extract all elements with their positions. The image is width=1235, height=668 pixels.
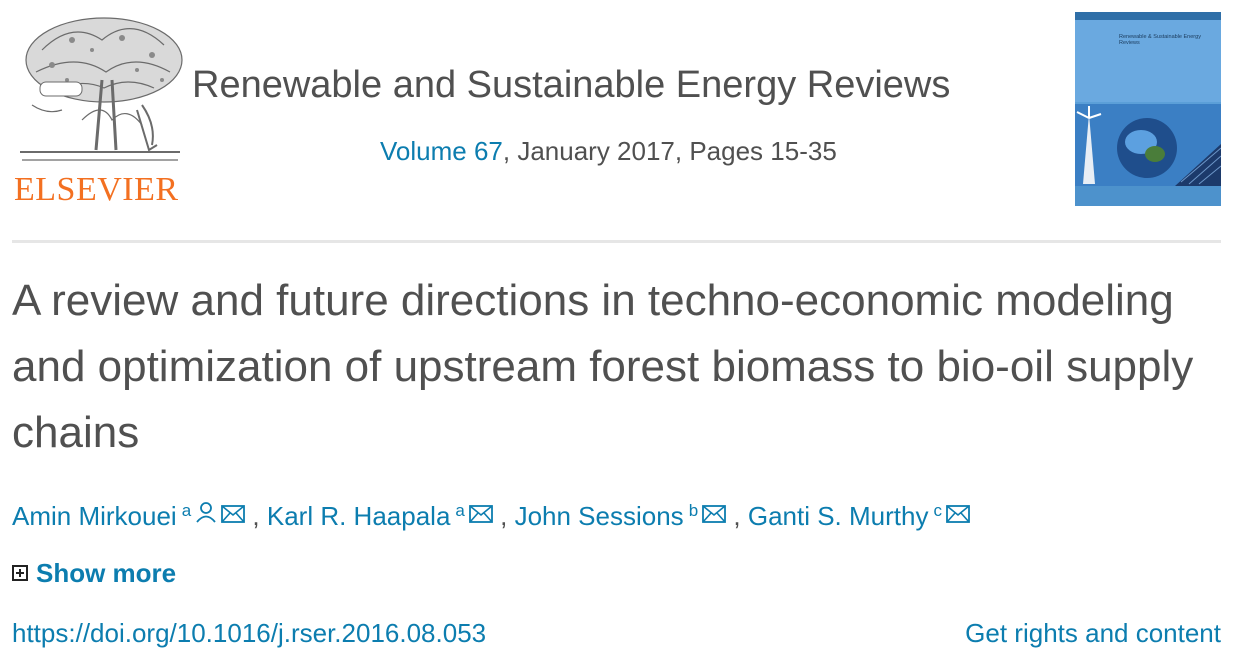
cover-strip bbox=[1075, 12, 1221, 20]
author-name[interactable]: Karl R. Haapala bbox=[266, 501, 451, 531]
affiliation-marker[interactable]: c bbox=[933, 501, 942, 520]
author-item[interactable] bbox=[267, 501, 500, 531]
envelope-icon[interactable] bbox=[221, 505, 245, 523]
journal-title[interactable]: Renewable and Sustainable Energy Reviews bbox=[192, 64, 951, 106]
rights-link[interactable]: Get rights and content bbox=[965, 618, 1221, 648]
issue-info bbox=[380, 134, 837, 168]
author-separator: , bbox=[252, 501, 267, 531]
show-more-button[interactable] bbox=[12, 556, 176, 590]
affiliation-marker[interactable]: a bbox=[181, 501, 192, 520]
cover-image-icon bbox=[1075, 104, 1221, 186]
cover-title: Renewable & Sustainable Energy Reviews bbox=[1119, 34, 1201, 46]
header-divider bbox=[12, 240, 1221, 243]
author-item[interactable] bbox=[12, 501, 252, 531]
publisher-name[interactable]: ELSEVIER bbox=[14, 171, 179, 208]
affiliation-marker[interactable]: b bbox=[688, 501, 699, 520]
volume-link[interactable]: Volume 67 bbox=[380, 136, 503, 166]
author-name[interactable]: John Sessions bbox=[514, 501, 684, 531]
envelope-icon[interactable] bbox=[702, 505, 726, 523]
author-separator: , bbox=[733, 501, 748, 531]
author-item[interactable] bbox=[748, 501, 970, 531]
author-name[interactable]: Ganti S. Murthy bbox=[747, 501, 929, 531]
author-name[interactable]: Amin Mirkouei bbox=[12, 501, 177, 531]
plus-box-icon bbox=[12, 565, 28, 581]
person-icon[interactable] bbox=[195, 501, 217, 523]
author-list bbox=[12, 494, 970, 533]
cover-top bbox=[1075, 12, 1221, 102]
article-title: A review and future directions in techno-economic modeling and optimization of upstream forest biomass to bio-oil supply chains bbox=[12, 276, 1194, 457]
show-more-label: Show more bbox=[36, 558, 177, 588]
affiliation-marker[interactable]: a bbox=[455, 501, 465, 520]
author-separator: , bbox=[500, 501, 515, 531]
cover-footer bbox=[1075, 186, 1221, 206]
journal-cover[interactable] bbox=[1075, 12, 1221, 206]
envelope-icon[interactable] bbox=[469, 505, 493, 523]
author-item[interactable] bbox=[515, 501, 734, 531]
tree-icon bbox=[12, 10, 188, 170]
issue-details: , January 2017, Pages 15-35 bbox=[502, 136, 837, 166]
doi-link[interactable]: https://doi.org/10.1016/j.rser.2016.08.053 bbox=[12, 618, 487, 648]
article-header bbox=[0, 0, 1235, 240]
envelope-icon[interactable] bbox=[946, 505, 970, 523]
